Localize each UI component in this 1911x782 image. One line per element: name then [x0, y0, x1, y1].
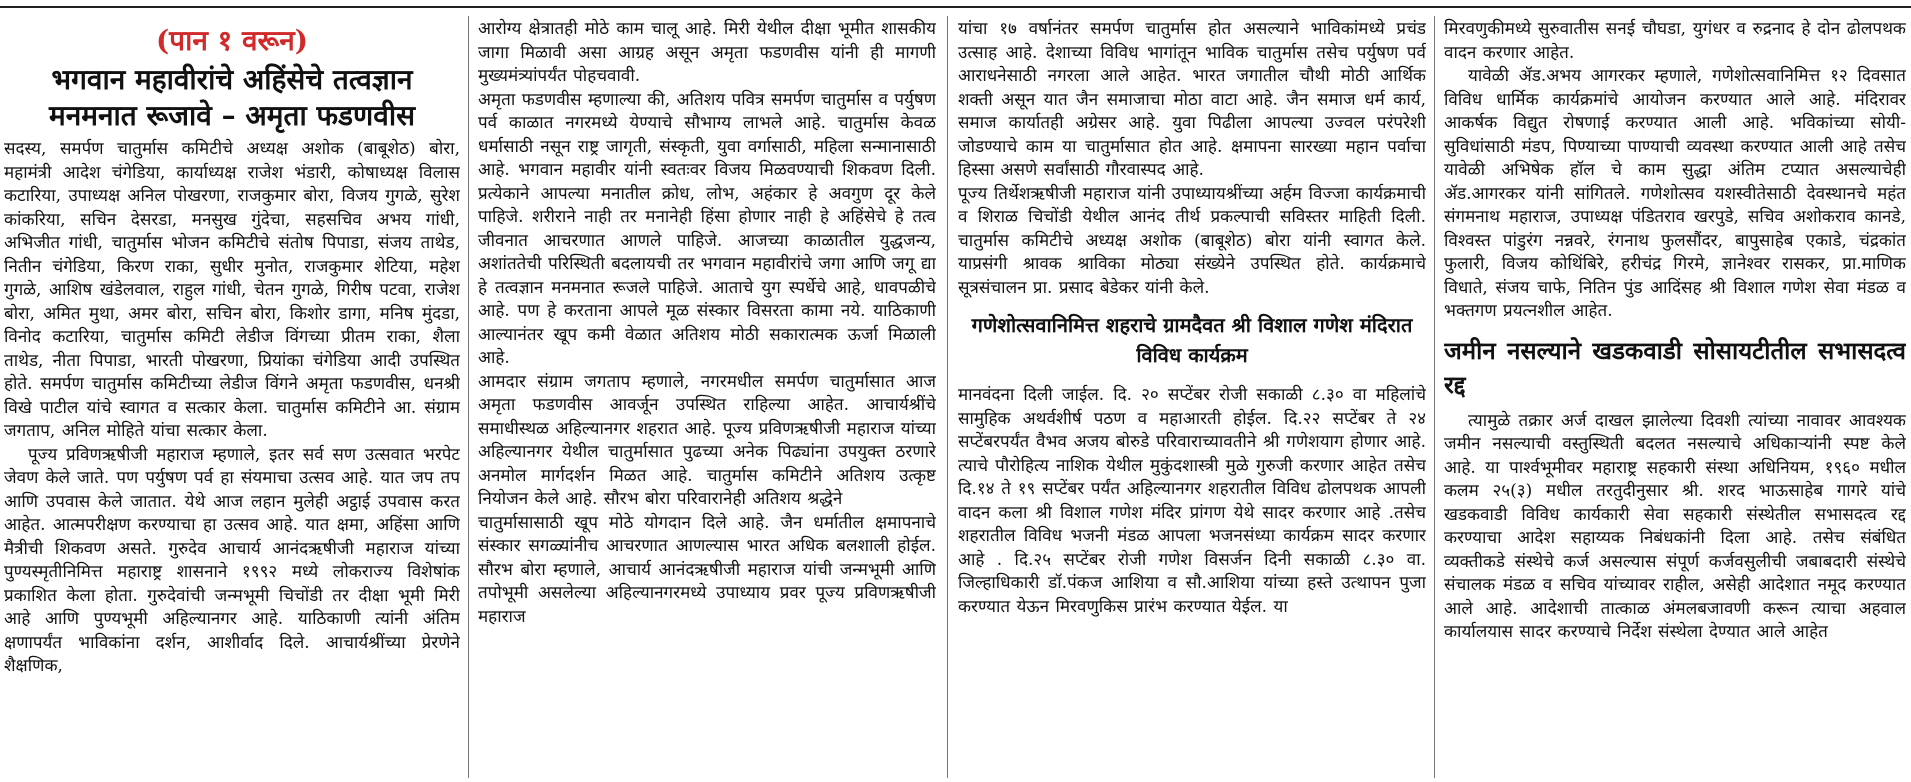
column-3 — [958, 18, 1426, 619]
column-divider — [1434, 16, 1435, 778]
article-paragraph: पूज्य तिर्थेशऋषीजी महाराज यांनी उपाध्यायश्रींच्या अर्हम विज्जा कार्यक्रमाची व शिराळ चिचोंडी येथील आनंद तीर्थ प्रकल्पाची सविस्तर माहिती दिली. चातुर्मास कमिटीचे अध्यक्ष अशोक (बाबूशेठ) बोरा यांनी स्वागत केले. याप्रसंगी श्रावक श्राविका मोठ्या संख्येने उपस्थित होते. कार्यक्रमाचे सूत्रसंचालन प्रा. प्रसाद बेडेकर यांनी केले. — [958, 183, 1426, 298]
continuation-kicker: (पान १ वरून) — [155, 24, 309, 57]
column-2 — [478, 18, 936, 629]
article-paragraph: पूज्य प्रविणऋषीजी महाराज म्हणाले, इतर सर्व सण उत्सवात भरपेट जेवण केले जाते. पण पर्युषण पर्व हा संयमाचा उत्सव आहे. यात जप तप आणि उपवास केले जातात. येथे आज लहान मुलेही अट्ठाई उपवास करत आहेत. आत्मपरीक्षण करण्याचा हा उत्सव आहे. यात क्षमा, अहिंसा आणि मैत्रीची शिकवण असते. गुरुदेव आचार्य आनंदऋषीजी महाराज यांच्या पुण्यस्मृतीनिमित्त महाराष्ट्र शासनाने १९९२ मध्ये लोकराज्य विशेषांक प्रकाशित केला होता. गुरुदेवांची जन्मभूमी चिचोंडी तर दीक्षा भूमी मिरी आहे आणि पुण्यभूमी अहिल्यानगर आहे. याठिकाणी त्यांनी अंतिम क्षणापर्यंत भाविकांना दर्शन, आशीर्वाद दिले. आचार्यश्रींच्या प्रेरणेने शैक्षणिक, — [4, 444, 460, 676]
article-headline: जमीन नसल्याने खडकवाडी सोसायटीतील सभासदत्व रद्द — [1444, 336, 1906, 399]
article-paragraph: अमृता फडणवीस म्हणाल्या की, अतिशय पवित्र समर्पण चातुर्मास व पर्युषण पर्व काळात नगरमध्ये येण्याचे सौभाग्य लाभले आहे. चातुर्मास केवळ धर्मासाठी नसून राष्ट्र जागृती, संस्कृती, युवा वर्गासाठी, महिला सन्मानासाठी आहे. भगवान महावीर यांनी स्वतःवर विजय मिळवण्याची शिकवण दिली. प्रत्येकाने आपल्या मनातील क्रोध, लोभ, अहंकार हे अवगुण दूर केले पाहिजे. शरीराने नाही तर मनानेही हिंसा होणार नाही हे अहिंसेचे हे तत्व जीवनात आचरणात आणले पाहिजे. आजच्या काळातील युद्धजन्य, अशांततेची परिस्थिती बदलायची तर भगवान महावीरांचे जगा आणि जगू द्या हे तत्वज्ञान मनमनात रूजले पाहिजे. आताचे युग स्पर्धेचे आहे, धावपळीचे आहे. पण हे करताना आपले मूळ संस्कार विसरता कामा नये. याठिकाणी आल्यानंतर खूप कमी वेळात अतिशय मोठी सकारात्मक ऊर्जा मिळाली आहे. — [478, 89, 936, 368]
article-headline: भगवान महावीरांचे अहिंसेचे तत्वज्ञान मनमनात रूजावे – अमृता फडणवीस — [48, 63, 416, 132]
article-headline: गणेशोत्सवानिमित्त शहराचे ग्रामदैवत श्री विशाल गणेश मंदिरात विविध कार्यक्रम — [971, 313, 1413, 367]
article-paragraph: सदस्य, समर्पण चातुर्मास कमिटीचे अध्यक्ष अशोक (बाबूशेठ) बोरा, महामंत्री आदेश चंगेडिया, कार्याध्यक्ष राजेश भंडारी, कोषाध्यक्ष विलास कटारिया, उपाध्यक्ष अनिल पोखरणा, राजकुमार बोरा, विजय गुगळे, सुरेश कांकरिया, सचिन देसरडा, मनसुख गुंदेचा, सहसचिव अभय गांधी, अभिजीत गांधी, चातुर्मास भोजन कमिटीचे संतोष पिपाडा, संजय ताथेड, नितीन चंगेडिया, किरण राका, सुधीर मुनोत, राजकुमार शेटिया, महेश गुगळे, आशिष खंडेलवाल, राहुल गांधी, चेतन गुगळे, गिरीष पटवा, राजेश बोरा, अमित मुथा, अमर बोरा, सचिन बोरा, किशोर डागा, मनिष मुंदडा, विनोद कटारिया, चातुर्मास कमिटी लेडीज विंगच्या प्रीतम राका, शैला ताथेड, नीता पिपाडा, भारती पोखरणा, प्रियांका चंगेडिया आदी उपस्थित होते. समर्पण चातुर्मास कमिटीच्या लेडीज विंगने अमृता फडणवीस, धनश्री विखे पाटील यांचे स्वागत व सत्कार केला. चातुर्मास कमिटीने आ. संग्राम जगताप, अनिल मोहिते यांचा सत्कार केला. — [4, 139, 460, 441]
column-divider — [947, 16, 948, 778]
article-paragraph: त्यामुळे तक्रार अर्ज दाखल झालेल्या दिवशी त्यांच्या नावावर आवश्यक जमीन नसल्याची वस्तुस्थिती बदलत नसल्याचे अधिकाऱ्यांनी स्पष्ट केले आहे. या पार्श्वभूमीवर महाराष्ट्र सहकारी संस्था अधिनियम, १९६० मधील कलम २५(३) मधील तरतुदीनुसार श्री. शरद भाऊसाहेब गागरे यांचे खडकवाडी विविध कार्यकारी सेवा सहकारी संस्थेतील सभासदत्व रद्द करण्याचा आदेश सहाय्यक निबंधकांनी दिला आहे. तसेच संबंधित व्यक्तीकडे संस्थेचे कर्ज असल्यास संपूर्ण कर्जवसुलीची जबाबदारी संस्थेचे संचालक मंडळ व सचिव यांच्यावर राहील, असेही आदेशात नमूद करण्यात आले आहे. आदेशाची तात्काळ अंमलबजावणी करून त्याचा अहवाल कार्यालयास सादर करण्याचे निर्देश संस्थेला देण्यात आले आहेत — [1444, 410, 1906, 642]
top-rule — [0, 6, 1911, 8]
article-paragraph: मानवंदना दिली जाईल. दि. २० सप्टेंबर रोजी सकाळी ८.३० वा महिलांचे सामुहिक अथर्वशीर्ष पठण व महाआरती होईल. दि.२२ सप्टेंबर ते २४ सप्टेंबरपर्यंत वैभव अजय बोरुडे परिवाराच्यावतीने श्री गणेशयाग होणार आहे. त्याचे पौरोहित्य नाशिक येथील मुकुंदशास्त्री मुळे गुरुजी करणार आहेत तसेच दि.१४ ते १९ सप्टेंबर पर्यंत अहिल्यानगर शहरातील विविध ढोलपथक आपली वादन कला श्री विशाल गणेश मंदिर प्रांगण येथे सादर करणार आहे .तसेच शहरातील विविध भजनी मंडळ आपला भजनसंध्या कार्यक्रम सादर करणार आहे . दि.२५ सप्टेंबर रोजी गणेश विसर्जन दिनी सकाळी ८.३० वा. जिल्हाधिकारी डॉ.पंकज आशिया व सौ.आशिया यांच्या हस्ते उत्थापन पुजा करण्यात येऊन मिरवणुकिस प्रारंभ करण्यात येईल. या — [958, 385, 1426, 617]
column-1 — [4, 18, 460, 679]
article-paragraph: मिरवणुकीमध्ये सुरुवातीस सनई चौघडा, युगंधर व रुद्रनाद हे दोन ढोलपथक वादन करणार आहेत. — [1444, 19, 1906, 63]
column-divider — [468, 16, 469, 778]
article-paragraph: यांचा १७ वर्षानंतर समर्पण चातुर्मास होत असल्याने भाविकांमध्ये प्रचंड उत्साह आहे. देशाच्या विविध भागांतून भाविक चातुर्मास तसेच पर्युषण पर्व आराधनेसाठी नगरला आले आहेत. भारत जगातील चौथी मोठी आर्थिक शक्ती असून यात जैन समाजाचा मोठा वाटा आहे. जैन समाज धर्म कार्य, समाज कार्यातही अग्रेसर आहे. युवा पिढीला आपल्या उज्वल परंपरेशी जोडण्याचे काम या चातुर्मासात होत आहे. क्षमापना सारख्या महान पर्वाचा हिस्सा असणे सर्वांसाठी गौरवास्पद आहे. — [958, 19, 1426, 180]
column-4 — [1444, 18, 1906, 645]
article-paragraph: आमदार संग्राम जगताप म्हणाले, नगरमधील समर्पण चातुर्मासात आज अमृता फडणवीस आवर्जून उपस्थित राहिल्या आहेत. आचार्यश्रींचे समाधीस्थळ अहिल्यानगर शहरात आहे. पूज्य प्रविणऋषीजी महाराज यांच्या अहिल्यानगर येथील चातुर्मासात पुढच्या अनेक पिढ्यांना उपयुक्त ठरणारे अनमोल मार्गदर्शन मिळत आहे. चातुर्मास कमिटीने अतिशय उत्कृष्ट नियोजन केले आहे. सौरभ बोरा परिवारानेही अतिशय श्रद्धेने — [478, 371, 936, 509]
article-paragraph: चातुर्मासासाठी खूप मोठे योगदान दिले आहे. जैन धर्मातील क्षमापनाचे संस्कार सगळ्यांनीच आचरणात आणल्यास भारत अधिक बलशाली होईल. सौरभ बोरा म्हणाले, आचार्य आनंदऋषीजी महाराज यांची जन्मभूमी आणि तपोभूमी असलेल्या अहिल्यानगरमध्ये उपाध्याय प्रवर पूज्य प्रविणऋषीजी महाराज — [478, 512, 936, 627]
article-paragraph: आरोग्य क्षेत्रातही मोठे काम चालू आहे. मिरी येथील दीक्षा भूमीत शासकीय जागा मिळावी असा आग्रह असून अमृता फडणवीस यांनी ही मागणी मुख्यमंत्र्यांपर्यंत पोहचवावी. — [478, 19, 936, 86]
article-paragraph: यावेळी ॲड.अभय आगरकर म्हणाले, गणेशोत्सवानिमित्त १२ दिवसात विविध धार्मिक कार्यक्रमांचे आयोजन करण्यात आले आहे. मंदिरावर आकर्षक विद्युत रोषणाई करण्यात आली आहे. भविकांच्या सोयी-सुविधांसाठी मंडप, पिण्याच्या पाण्याची व्यवस्था करण्यात आली आहे तसेच यावेळी अभिषेक हॉल चे काम सुद्धा अंतिम टप्यात असल्याचेही ॲड.आगरकर यांनी सांगितले. गणेशोत्सव यशस्वीतेसाठी देवस्थानचे महंत संगमनाथ महाराज, उपाध्यक्ष पंडितराव खरपुडे, सचिव अशोकराव कानडे, विश्वस्त पांडुरंग नन्नवरे, रंगनाथ फुलसौंदर, बापुसाहेब एकाडे, चंद्रकांत फुलारी, विजय कोथिंबिरे, हरीचंद्र गिरमे, ज्ञानेश्वर रासकर, प्रा.माणिक विधाते, संजय चाफे, नितिन पुंड आदिंसह श्री विशाल गणेश सेवा मंडळ व भक्तगण प्रयत्नशील आहेत. — [1444, 66, 1906, 321]
